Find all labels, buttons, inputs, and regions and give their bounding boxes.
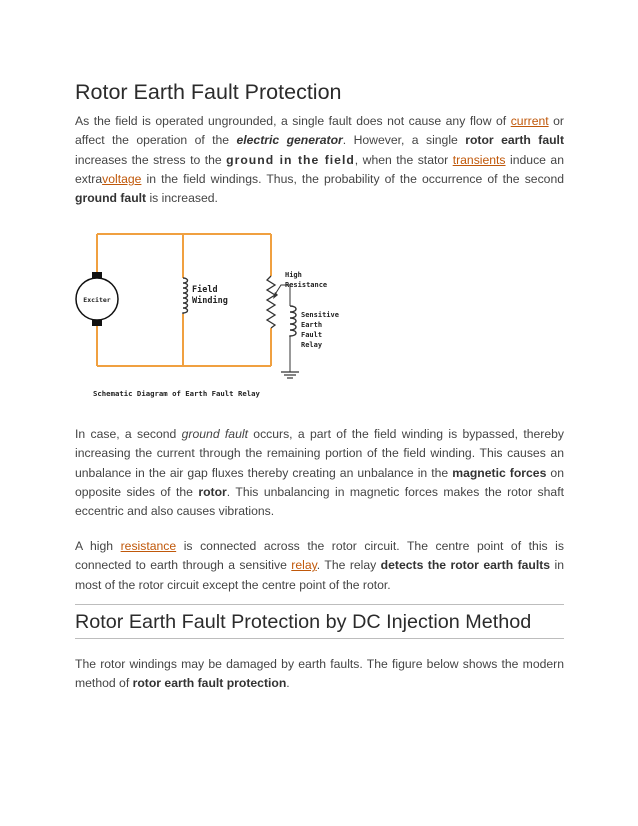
text: induce an extra	[75, 152, 564, 186]
text: As the field is operated ungrounded, a single fault does not cause any flow of	[75, 114, 511, 128]
high-resistance-label-1: High	[285, 271, 302, 279]
text: increases the stress to the	[75, 152, 227, 167]
text: The rotor windings may be damaged by earth faults. The figure below shows the modern method of	[75, 657, 564, 691]
bold-ground-in-field: ground in the field	[226, 152, 355, 167]
text: , when the stator	[354, 152, 453, 167]
text: in the field windings. Thus, the probability of the occurrence of the second	[141, 171, 564, 186]
bold-ground-fault: ground fault	[75, 191, 147, 206]
section-title-rotor-earth-fault: Rotor Earth Fault Protection	[75, 80, 342, 104]
sensitive-earth-fault-relay	[281, 285, 339, 378]
emphasis-ground-fault: ground fault	[181, 427, 248, 441]
link-current[interactable]: current	[510, 114, 549, 128]
bold-rotor-earth-fault-protection: rotor earth fault protection	[132, 676, 287, 691]
text: or affect the operation of the	[75, 114, 564, 148]
paragraph-second-fault	[75, 425, 564, 521]
high-resistance-label-2: Resistance	[285, 281, 328, 289]
divider-top	[75, 604, 564, 605]
field-winding-label-1: Field	[192, 285, 218, 295]
resistor-zigzag	[267, 276, 275, 328]
field-winding-coil	[183, 278, 188, 314]
text: In case, a second	[75, 427, 182, 441]
high-resistance	[267, 271, 327, 328]
text: . However, a single	[342, 133, 466, 148]
text: in most of the rotor circuit except the centre point of the rotor.	[75, 558, 564, 592]
field-winding	[183, 278, 228, 314]
bold-detects-faults: detects the rotor earth faults	[380, 558, 551, 573]
relay-label-4: Relay	[301, 341, 323, 349]
relay-label-1: Sensitive	[301, 311, 339, 319]
text: occurs, a part of the field winding is bypassed, thereby increasing the current through the remaining portion of the field winding. This causes an unbalance in the air gap fluxes thereby creating an unbalance in the	[75, 427, 565, 480]
text: . The relay	[316, 558, 381, 573]
bold-magnetic-forces: magnetic forces	[452, 465, 547, 480]
figure-caption: Schematic Diagram of Earth Fault Relay	[93, 389, 260, 398]
text: A high	[75, 539, 121, 553]
circuit-wires	[97, 234, 271, 366]
link-resistance[interactable]: resistance	[120, 539, 177, 553]
emphasis-electric-generator: electric generator	[236, 133, 343, 148]
exciter	[76, 272, 118, 326]
divider-bottom	[75, 638, 564, 639]
field-winding-label-2: Winding	[192, 296, 228, 306]
text: on opposite sides of the	[75, 465, 564, 499]
earth-fault-relay-diagram	[83, 226, 389, 406]
text: is connected across the rotor circuit. The centre point of this is connected to earth through a sensitive	[75, 539, 564, 573]
paragraph-intro	[75, 112, 564, 208]
text: . This unbalancing in magnetic forces makes the rotor shaft eccentric and also causes vibrations.	[75, 484, 564, 519]
link-voltage[interactable]: voltage	[102, 171, 142, 186]
bold-rotor: rotor	[198, 484, 227, 499]
paragraph-high-resistance	[75, 537, 564, 595]
relay-label-3: Fault	[301, 331, 323, 339]
bold-rotor-earth-fault: rotor earth fault	[465, 133, 565, 148]
relay-label-2: Earth	[301, 321, 323, 329]
schematic-svg	[83, 226, 389, 406]
link-relay[interactable]: relay	[291, 558, 317, 573]
text: is increased.	[146, 191, 218, 206]
exciter-label: Exciter	[83, 296, 111, 304]
paragraph-dc-injection	[75, 655, 564, 694]
relay-coil	[290, 306, 296, 337]
text: .	[286, 676, 290, 691]
link-transients[interactable]: transients	[452, 152, 506, 167]
section-title-dc-injection: Rotor Earth Fault Protection by DC Injection Method	[75, 611, 532, 633]
